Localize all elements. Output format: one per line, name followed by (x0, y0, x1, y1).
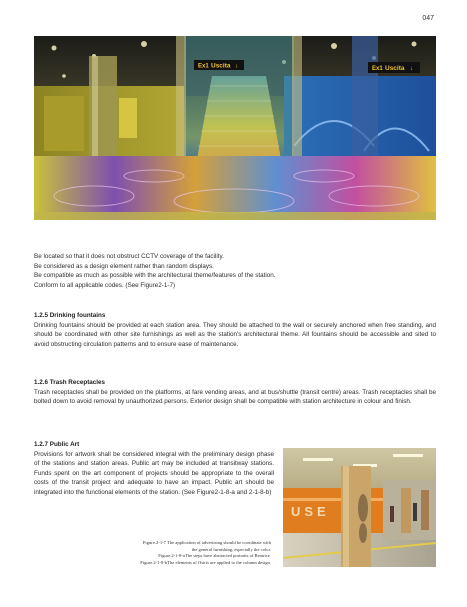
section-heading: 1.2.7 Public Art (34, 441, 80, 448)
advertising-guidelines (34, 252, 436, 290)
section-paragraph: Drinking fountains should be provided at each station area. They should be attached to the wall or securely anchored when free standing, and should be coordinated with other site furnishings as well as the station's architectural theme. All fountains should be accessible and sited to avoid obstructing circulation patterns and to ensure ease of maintenance. (34, 321, 436, 348)
section-heading: 1.2.5 Drinking fountains (34, 312, 106, 319)
guideline-line: Be considered as a design element rather than random displays. (34, 262, 214, 270)
section-heading: 1.2.6 Trash Receptacles (34, 379, 106, 386)
svg-text:Uscita: Uscita (385, 65, 405, 72)
svg-text:Ex1: Ex1 (198, 63, 209, 70)
figure-captions (34, 540, 271, 566)
exit-sign-left (194, 60, 244, 70)
svg-text:↓: ↓ (410, 66, 413, 72)
section-paragraph: Trash receptacles shall be provided on the platforms, at fare vending areas, and at bus/shuttle (transit centre) areas. Trash receptacles shall be bolted down to avoid removal by unauthorized persons. Exterior design shall be compatible with station architecture in colour and finish. (34, 388, 436, 406)
section-public-art (34, 440, 274, 498)
guideline-line: Be located so that it does not obstruct CCTV coverage of the facility. (34, 253, 224, 260)
caption-line: the general furnishing, especially the color. (191, 546, 271, 552)
svg-text:↓: ↓ (235, 63, 238, 70)
exit-sign-right (368, 62, 420, 73)
caption-line: Figure.2-1-8-bThe elements of Osiris are applied to the column design. (140, 559, 271, 565)
section-drinking-fountains (34, 311, 436, 349)
caption-line: Figure.2-1-8-aThe steps have abstracted portraits of Beatrice. (158, 553, 271, 559)
section-paragraph: Provisions for artwork shall be considered integral with the preliminary design phase of the stations and station areas. Public art may be included at transitway stations. Funds spent on the art component of projects should be appropriate to the overall costs of the transit project and adequate to have an impact. Public art should be integrated into the functional elements of the station. (See Figure2-1-8-a and 2-1-8-b) (34, 450, 274, 496)
station-photo-bottom (283, 448, 436, 567)
caption-line: Figure.2-1-7 The application of advertising should be coordinate with (142, 540, 271, 545)
station-photo-top (34, 36, 436, 220)
svg-text:Ex1: Ex1 (372, 66, 383, 72)
svg-text:Uscita: Uscita (211, 62, 231, 70)
wall-lettering: USE (291, 504, 330, 519)
guideline-line: Be compatible as much as possible with the architectural theme/features of the station. (34, 272, 276, 280)
page-number: 047 (422, 15, 434, 22)
section-trash-receptacles (34, 378, 436, 407)
guideline-line: Conform to all applicable codes. (See Figure2-1-7) (34, 281, 176, 289)
